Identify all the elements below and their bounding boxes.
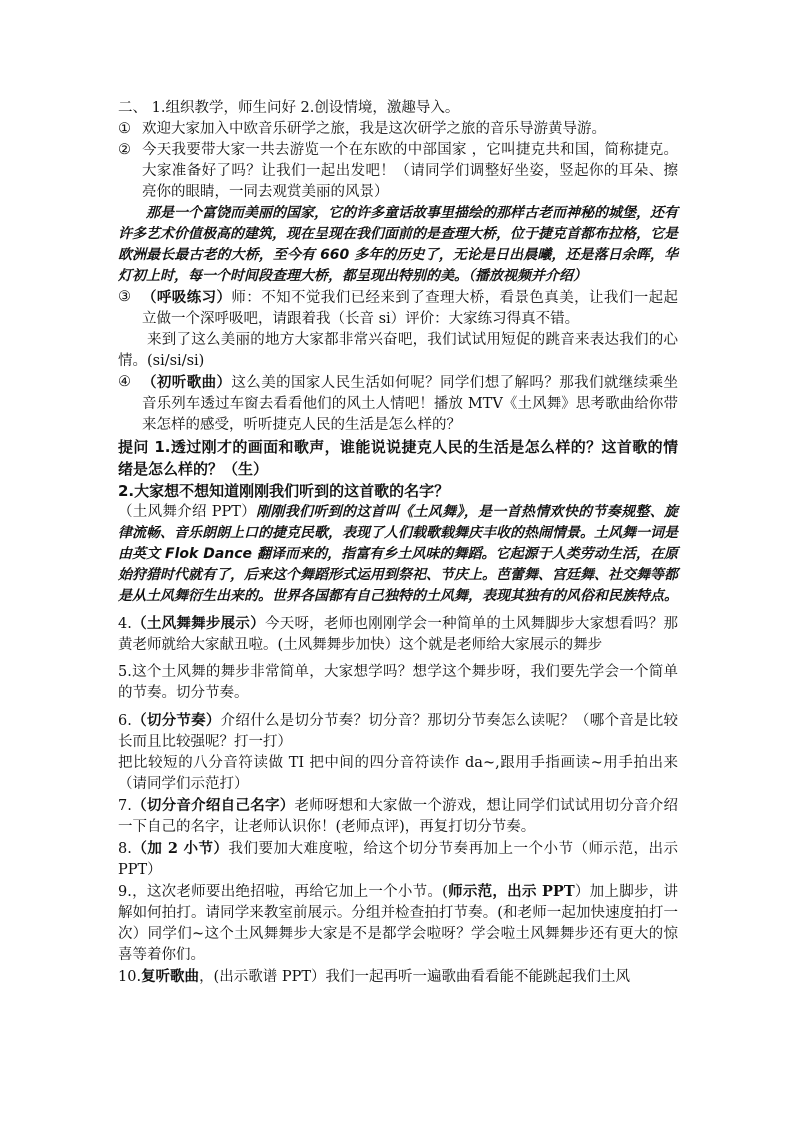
number-6: 6. bbox=[118, 713, 132, 729]
number-10: 10. bbox=[118, 969, 142, 985]
step-5-paragraph: 5.这个土风舞的舞步非常简单，大家想学吗？想学这个舞步呀，我们要先学会一个简单的节奏。切分节奏。 bbox=[118, 664, 678, 701]
add-bars-text: 我们要加大难度啦，给这个切分节奏再加上一个小节（师示范，出示 PPT） bbox=[118, 841, 679, 878]
number-8: 8. bbox=[118, 841, 132, 857]
circled-number-4: ④ bbox=[118, 374, 131, 390]
syncopation-text: 介绍什么是切分节奏？切分音？那切分节奏怎么读呢？（哪个音是比较长而且比较强呢？打一打） bbox=[118, 713, 678, 750]
step-7-paragraph bbox=[118, 795, 678, 838]
circled-number-2: ② bbox=[118, 142, 131, 158]
note-reading-paragraph: 把比较短的八分音符读做 TI 把中间的四分音符读作 da~,跟用手指画读~用手拍出来（请同学们示范打） bbox=[118, 755, 678, 792]
step-3-paragraph bbox=[118, 287, 678, 330]
prague-bridge-paragraph: 那是一个富饶而美丽的国家，它的许多童话故事里描绘的那样古老而神秘的城堡，还有许多艺术价值极高的建筑，现在呈现在我们面前的是查理大桥，位于捷克首都布拉格，它是欧洲最长最古老的大桥，至今有 660 多年的历史了，无论是日出晨曦，还是落日余晖，华灯初上时，每一个时间段查理大桥，都呈现出特别的美。（播放视频并介绍） bbox=[118, 205, 678, 284]
step-9-paragraph bbox=[118, 881, 678, 966]
breathing-practice-label: （呼吸练习） bbox=[142, 289, 232, 306]
dance-intro-paragraph bbox=[118, 502, 678, 607]
step-2-paragraph bbox=[118, 140, 678, 203]
step-1-paragraph bbox=[118, 119, 678, 140]
dance-show-label: （土风舞舞步展示） bbox=[131, 615, 265, 632]
step-4-dance-show bbox=[118, 613, 678, 656]
step-2-text: 今天我要带大家一共去游览一个在东欧的中部国家 ，它叫捷克共和国，简称捷克。大家准备好了吗？让我们一起出发吧！（请同学们调整好坐姿，竖起你的耳朵、擦亮你的眼睛，一同去观赏美丽的风景） bbox=[142, 142, 678, 200]
teacher-demo-label: 师示范，出示 PPT bbox=[447, 883, 575, 900]
circled-number-1: ① bbox=[118, 121, 131, 137]
step-9-text: ）加上脚步，讲解如何拍打。请同学来教室前展示。分组并检查拍打节奏。(和老师一起加快速度拍打一次）同学们~这个土风舞舞步大家是不是都学会啦呀？学会啦土风舞舞步还有更大的惊喜等着你们。 bbox=[118, 884, 678, 963]
relisten-label: 复听歌曲 bbox=[141, 968, 200, 985]
step-9-lead: 9.，这次老师要出绝招啦，再给它加上一个小节。( bbox=[118, 884, 448, 900]
question-2: 2.大家想不想知道刚刚我们听到的这首歌的名字？ bbox=[118, 482, 450, 500]
first-listening-label: （初听歌曲） bbox=[142, 374, 232, 391]
step-3-text: 师：不知不觉我们已经来到了查理大桥，看景色真美，让我们一起起立做一个深呼吸吧，请跟着我（长音 si）评价：大家练习得真不错。 bbox=[142, 290, 679, 327]
syncopation-label: （切分节奏） bbox=[131, 712, 221, 729]
step-1-text: 欢迎大家加入中欧音乐研学之旅，我是这次研学之旅的音乐导游黄导游。 bbox=[142, 121, 606, 137]
lesson-plan-body bbox=[118, 98, 678, 988]
dance-intro-text: 刚刚我们听到的这首叫《土风舞》，是一首热情欢快的节奏规整、旋律流畅、音乐朗朗上口的捷克民歌，表现了人们载歌载舞庆丰收的热闹情景。土风舞一词是由英文 Flok Dance 翻译而来的，指富有乡土风味的舞蹈。它起源于人类劳动生活，在原始狩猎时代就有了，后来这个舞蹈形式运用到祭祀、节庆上。芭蕾舞、宫廷舞、社交舞等都是从土风舞衍生出来的。世界各国都有自己独特的土风舞，表现其独有的风俗和民族特点。 bbox=[118, 504, 679, 604]
step-4-paragraph bbox=[118, 372, 678, 436]
step-4-text: 这么美的国家人民生活如何呢？同学们想了解吗？那我们就继续乘坐音乐列车透过车窗去看看他们的风土人情吧！播放 MTV《土风舞》思考歌曲给你带来怎样的感受，听听捷克人民的生活是怎么样的？ bbox=[142, 375, 679, 433]
question-1: 提问 1.透过刚才的画面和歌声，谁能说说捷克人民的生活是怎么样的？这首歌的情绪是怎么样的？（生） bbox=[118, 438, 678, 478]
number-4: 4. bbox=[118, 616, 132, 632]
circled-number-3: ③ bbox=[118, 289, 131, 305]
name-game-text: 老师呀想和大家做一个游戏，想让同学们试试用切分音介绍一下自己的名字，让老师认识你！(老师点评)，再复打切分节奏。 bbox=[118, 798, 679, 835]
number-7: 7. bbox=[118, 798, 132, 814]
dance-show-text: 今天呀，老师也刚刚学会一种简单的土风舞脚步大家想看吗？那黄老师就给大家献丑啦。(土风舞舞步加快）这个就是老师给大家展示的舞步 bbox=[118, 616, 678, 653]
name-game-label: （切分音介绍自己名字） bbox=[131, 797, 295, 814]
step-6-paragraph bbox=[118, 710, 678, 753]
dance-intro-label: （土风舞介绍 PPT） bbox=[118, 504, 257, 520]
staccato-paragraph: 来到了这么美丽的地方大家都非常兴奋吧，我们试试用短促的跳音来表达我们的心情。(si/si/si) bbox=[118, 332, 678, 369]
step-8-paragraph bbox=[118, 838, 678, 881]
section-heading: 二、 1.组织教学，师生问好 2.创设情境，激趣导入。 bbox=[118, 100, 460, 116]
relisten-text: ，(出示歌谱 PPT）我们一起再听一遍歌曲看看能不能跳起我们土风 bbox=[199, 969, 631, 985]
step-10-paragraph bbox=[118, 966, 678, 988]
add-bars-label: （加 2 小节） bbox=[131, 840, 229, 857]
